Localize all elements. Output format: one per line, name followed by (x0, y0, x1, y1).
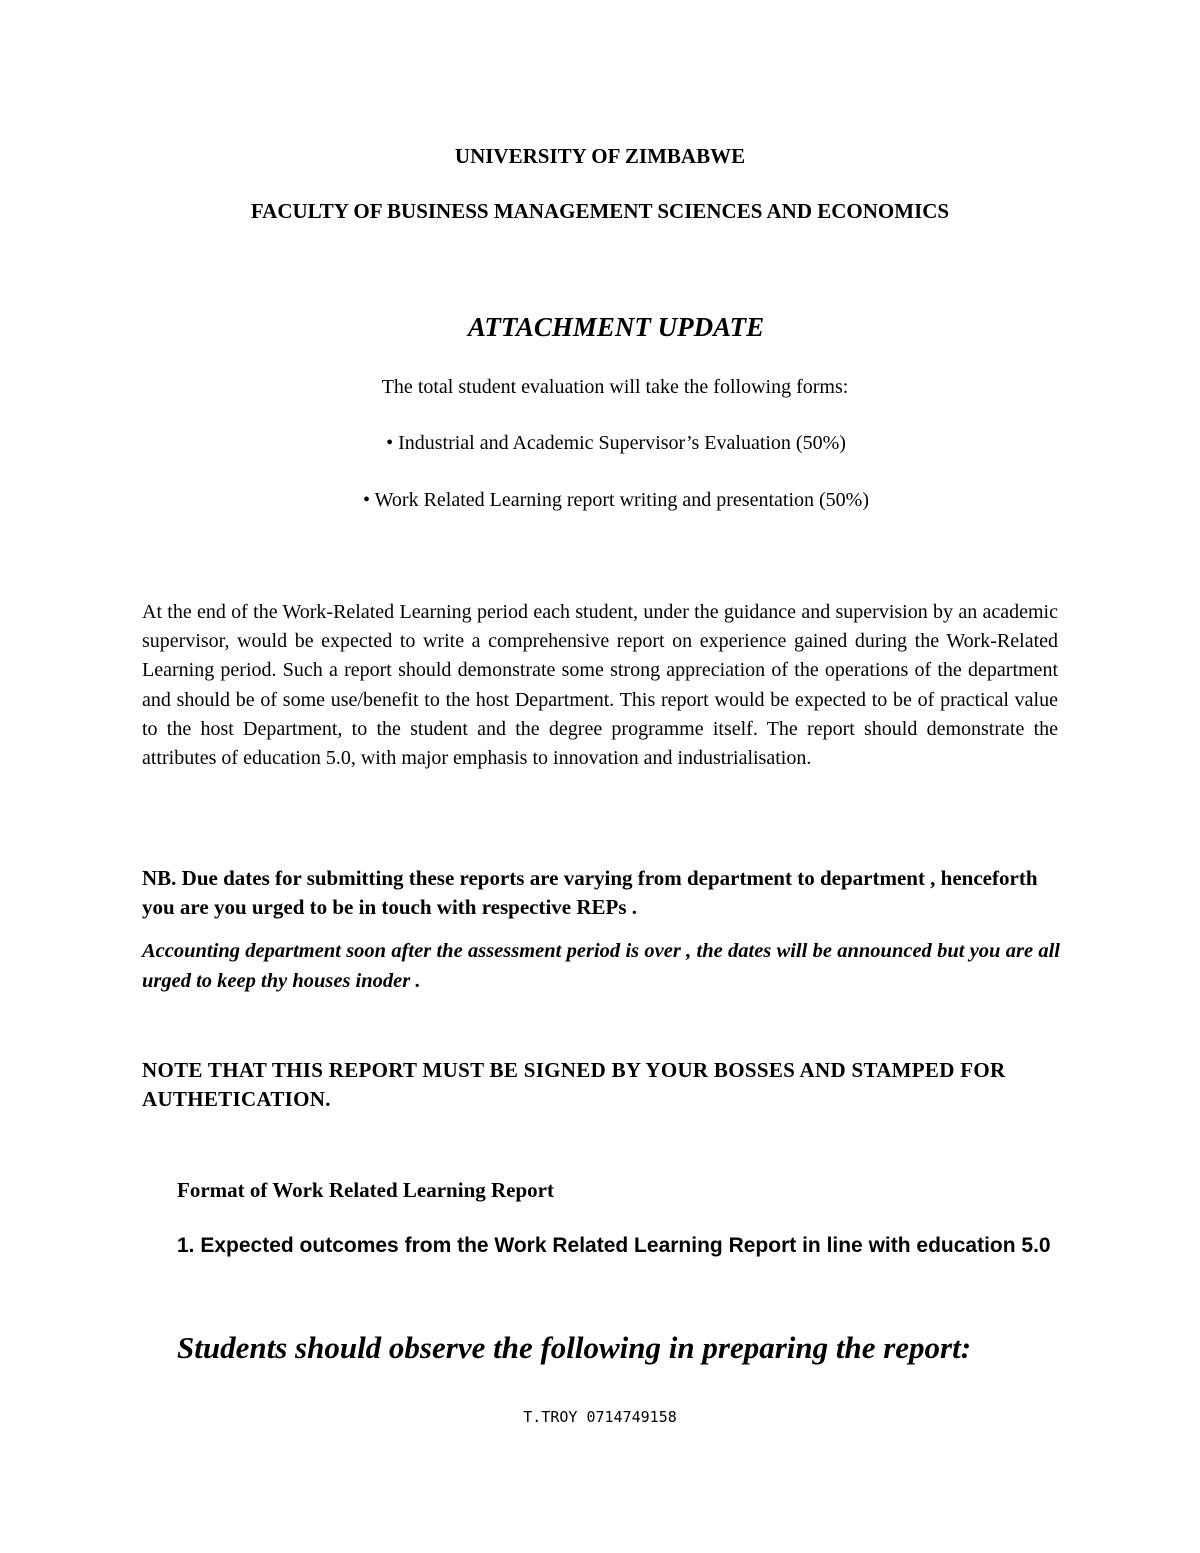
evaluation-item: • Work Related Learning report writing and presentation (50%) (363, 489, 869, 511)
format-title: Format of Work Related Learning Report (177, 1178, 554, 1202)
university-heading: UNIVERSITY OF ZIMBABWE (454, 144, 746, 168)
nb-note: NB. Due dates for submitting these reports are varying from department to department , henceforth you are you urged to be in touch with respective REPs . (142, 866, 1038, 919)
expected-outcomes-item: 1. Expected outcomes from the Work Related Learning Report in line with education 5.0 (177, 1234, 1051, 1257)
observe-heading: Students should observe the following in preparing the report: (177, 1330, 972, 1365)
accounting-note: Accounting department soon after the assessment period is over , the dates will be announced but you are all urged to keep thy houses inoder . (142, 940, 1060, 992)
footer-contact: T.TROY 0714749158 (523, 1408, 677, 1426)
evaluation-intro: The total student evaluation will take the following forms: (381, 376, 849, 398)
document-title: ATTACHMENT UPDATE (467, 312, 765, 342)
faculty-heading: FACULTY OF BUSINESS MANAGEMENT SCIENCES AND ECONOMICS (250, 199, 950, 223)
body-paragraph: At the end of the Work-Related Learning period each student, under the guidance and supervision by an academic supervisor, would be expected to write a comprehensive report on experience gained during the Work-Related Learning period. Such a report should demonstrate some strong appreciation of the operations of the department and should be of some use/benefit to the host Department. This report would be expected to be of practical value to the host Department, to the student and the degree programme itself. The report should demonstrate the attributes of education 5.0, with major emphasis to innovation and industrialisation. (142, 601, 1058, 770)
evaluation-item: • Industrial and Academic Supervisor’s Evaluation (50%) (386, 432, 846, 454)
sign-stamp-note: NOTE THAT THIS REPORT MUST BE SIGNED BY YOUR BOSSES AND STAMPED FOR AUTHETICATION. (142, 1058, 1006, 1111)
